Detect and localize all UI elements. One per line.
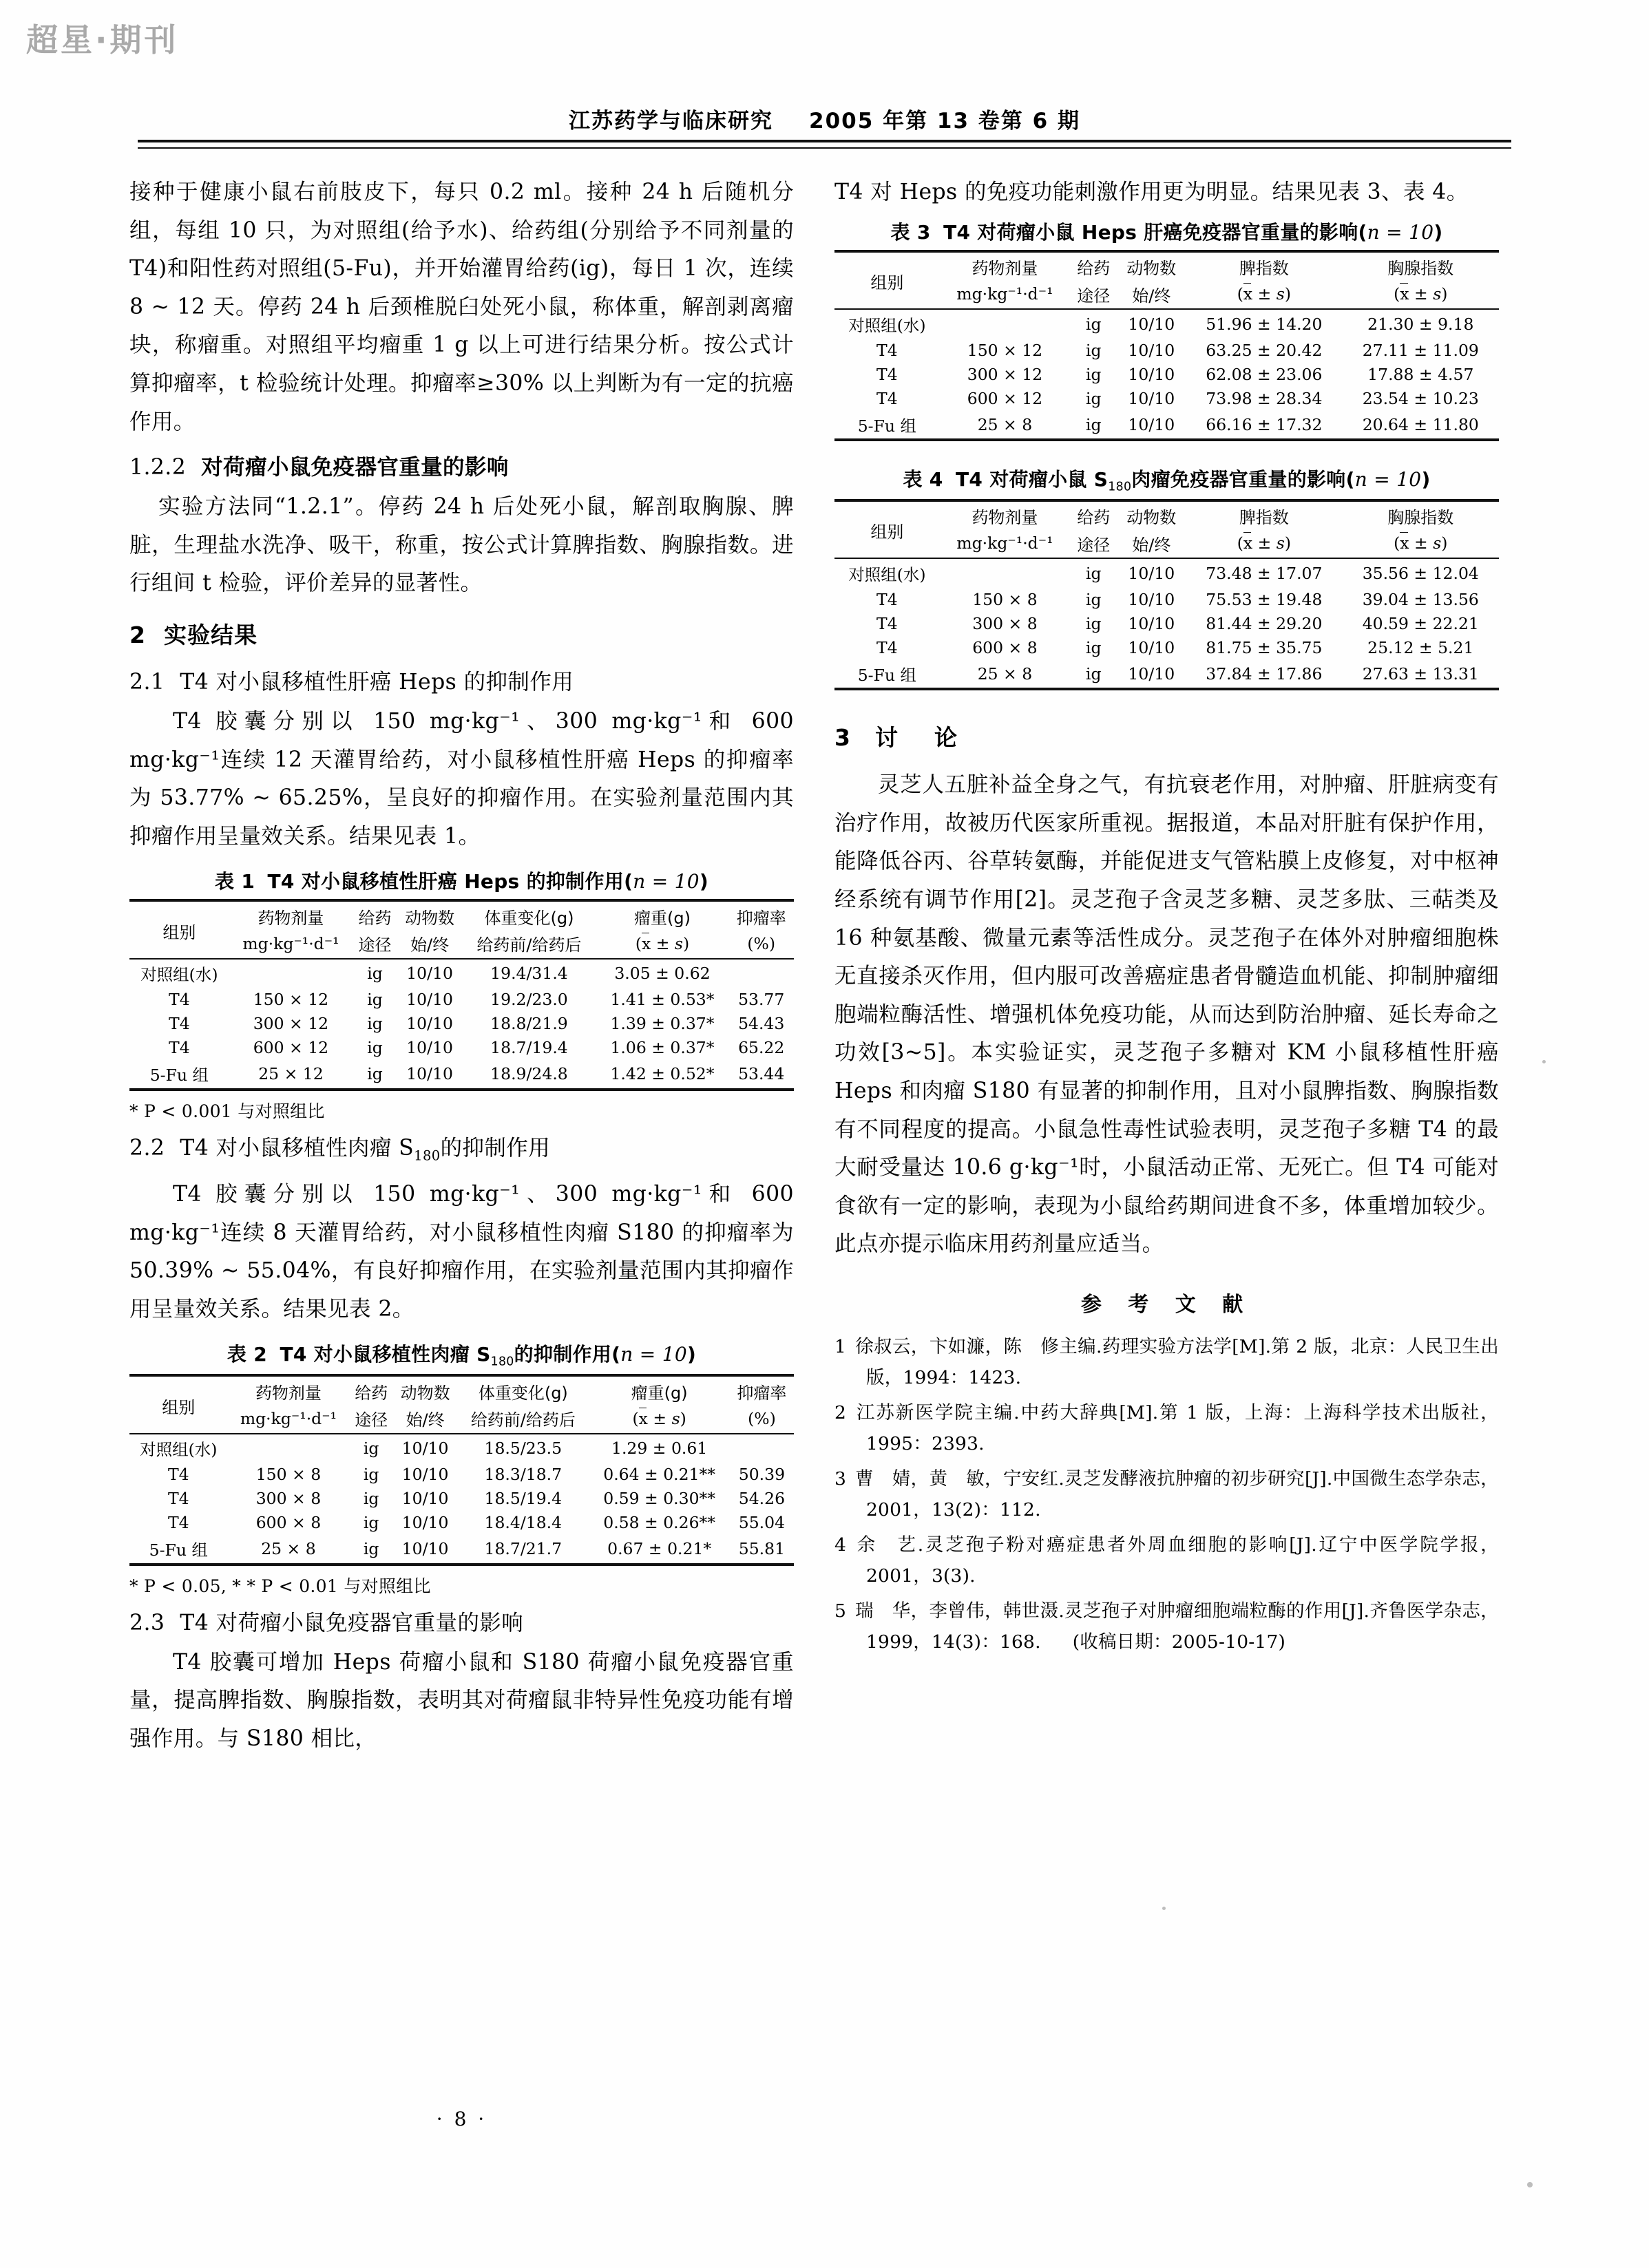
table-2-h2-rate: (%) [748,1408,776,1428]
table-cell-group: 5-Fu 组 [149,1066,209,1085]
section-title-2: 实验结果 [163,621,258,648]
table-1-h-route: 给药 [358,908,392,928]
table-3-h-spleen: 脾指数 [1239,259,1289,279]
table-4-caption-post: 肉瘤免疫器官重量的影响( [1131,468,1355,491]
table-2-h-weight: 体重变化(g) [478,1383,568,1403]
table-cell: 10/10 [1128,340,1175,360]
table-cell: 0.64 ± 0.21** [603,1465,716,1485]
table-2-h2-dose: mg·kg⁻¹·d⁻¹ [240,1408,337,1428]
table-cell: 19.4/31.4 [490,964,568,984]
reference-number: 1 [834,1335,847,1357]
section-heading-2 [129,618,794,653]
table-cell-group: T4 [876,364,898,384]
table-cell: 25 × 12 [258,1064,324,1084]
table-row [129,959,794,988]
table-4-h2-spleen: (x ± s) [1237,533,1292,553]
section-heading-2-1 [129,664,794,701]
table-cell: ig [363,1513,379,1533]
table-1-caption [129,867,794,894]
header-rule [138,140,1511,149]
table-row [834,338,1499,362]
table-4-h-dose: 药物剂量 [971,508,1038,528]
section-heading-3 [834,721,1499,755]
reference-item [834,1463,1499,1525]
table-cell: 10/10 [401,1539,449,1559]
received-date: (收稿日期：2005-10-17) [1072,1631,1286,1653]
table-3-h2-route: 途径 [1077,286,1111,306]
scan-speck [1542,1060,1546,1063]
table-1-h2-weight: 给药前/给药后 [476,935,582,955]
table-4-caption-sub: 180 [1108,480,1132,494]
table-cell: 10/10 [406,990,453,1010]
section-title-2-2-pre: T4 对小鼠移植性肉瘤 S [180,1135,414,1161]
table-cell-group: T4 [167,1489,189,1509]
table-1-label: 表 1 [214,870,255,893]
reference-item [834,1397,1499,1459]
table-1-h2-route: 途径 [358,935,392,955]
paragraph-1-2-2-body: 实验方法同“1.2.1”。停药 24 h 后处死小鼠，解剖取胸腺、脾脏，生理盐水洗净、吸干，称重，按公式计算脾指数、胸腺指数。进行组间 t 检验，评价差异的显著性。 [129,494,794,596]
table-cell: 18.7/19.4 [490,1038,568,1058]
table-1-header-row-1 [129,900,794,929]
table-3-h-animals: 动物数 [1126,259,1177,279]
table-cell: ig [1085,613,1102,633]
table-cell: ig [367,1038,383,1058]
table-cell-group: 对照组(水) [140,965,218,985]
table-cell: 19.2/23.0 [490,990,568,1010]
table-cell: 10/10 [1128,314,1175,334]
table-cell: 600 × 12 [967,388,1043,408]
table-cell: 18.4/18.4 [484,1513,563,1533]
table-cell: 81.75 ± 35.75 [1206,637,1323,657]
table-row [834,611,1499,635]
table-cell: 63.25 ± 20.42 [1206,340,1323,360]
table-row [834,410,1499,440]
table-2-h2-weight: 给药前/给药后 [470,1410,576,1430]
table-cell: 50.39 [738,1465,786,1485]
table-4-h2-thymus: (x ± s) [1394,533,1448,553]
table-cell: 54.26 [738,1489,786,1509]
table-2-h-tumor: 瘤重(g) [631,1383,688,1403]
table-cell-group: T4 [876,589,898,609]
table-cell-group: T4 [167,1513,189,1533]
table-cell: 150 × 12 [253,990,329,1010]
table-4-caption-tail: ) [1421,468,1431,491]
table-cell-group: 5-Fu 组 [857,665,917,685]
table-row [129,1434,794,1463]
table-cell: 10/10 [401,1489,449,1509]
table-3-h2-animals: 始/终 [1132,286,1171,306]
table-cell: 18.5/19.4 [484,1489,563,1509]
reference-text: 余 艺.灵芝孢子粉对癌症患者外周血细胞的影响[J].辽宁中医学院学报，2001，3(3). [855,1534,1499,1587]
table-cell: 18.9/24.8 [490,1064,568,1084]
section-title-2-1: T4 对小鼠移植性肝癌 Heps 的抑制作用 [180,669,574,695]
section-title: 对荷瘤小鼠免疫器官重量的影响 [201,454,509,480]
table-cell: 300 × 12 [967,364,1043,384]
table-3-caption [834,218,1499,245]
scan-speck [1162,1907,1166,1910]
table-cell: ig [367,990,383,1010]
reference-number: 3 [834,1467,847,1490]
section-number: 1.2.2 [129,455,187,480]
table-4-caption-n: n = 10 [1354,468,1422,491]
table-cell-group: T4 [167,1465,189,1485]
reference-text: 江苏新医学院主编.中药大辞典[M].第 1 版，上海：上海科学技术出版社，1995：2393. [855,1401,1499,1454]
table-cell: 1.06 ± 0.37* [610,1038,715,1058]
table-4-caption-pre: T4 对荷瘤小鼠 S [956,468,1109,491]
table-2-caption-sub: 180 [490,1355,514,1370]
section-number-2-3: 2.3 [129,1610,165,1635]
table-1-note: * P < 0.001 与对照组比 [129,1101,325,1121]
table-row [129,1511,794,1535]
table-4 [834,499,1499,691]
reference-item [834,1331,1499,1393]
table-cell: 25.12 ± 5.21 [1367,637,1474,657]
table-3-h2-thymus: (x ± s) [1394,284,1448,304]
table-row [129,1036,794,1060]
table-cell: ig [1085,664,1102,683]
table-cell: 300 × 8 [972,613,1038,633]
table-cell: ig [1085,340,1102,360]
table-3-header-row-1 [834,251,1499,280]
reference-number: 2 [834,1401,847,1423]
table-4-h-route: 给药 [1077,508,1111,528]
table-cell: 10/10 [401,1465,449,1485]
table-cell: 65.22 [738,1038,785,1058]
section-title-3: 讨 论 [874,724,964,752]
table-1-h-animals: 动物数 [405,908,455,928]
references-list [834,1331,1499,1657]
table-cell: 73.98 ± 28.34 [1206,388,1323,408]
table-3-h-thymus: 胸腺指数 [1387,259,1454,279]
table-2-body [129,1434,794,1565]
table-cell [728,959,794,988]
table-cell: 18.8/21.9 [490,1014,568,1034]
watermark-chaoxing: 超星·期刊 [26,21,179,59]
paragraph-discussion: 灵芝人五脏补益全身之气，有抗衰老作用，对肿瘤、肝脏病变有治疗作用，故被历代医家所重视。据报道，本品对肝脏有保护作用，能降低谷丙、谷草转氨酶，并能促进支气管粘膜上皮修复，对中枢神经系统有调节作用[2]。灵芝孢子含灵芝多糖、灵芝多肽、三萜类及 16 种氨基酸、微量元素等活性成分。灵芝孢子在体外对肿瘤细胞株无直接杀灭作用，但内服可改善癌症患者骨髓造血机能、抑制肿瘤细胞端粒酶活性、增强机体免疫功能，从而达到防治肿瘤、延长寿命之功效[3~5]。本实验证实，灵芝孢子多糖对 KM 小鼠移植性肝癌 Heps 和肉瘤 S180 有显著的抑制作用，且对小鼠脾指数、胸腺指数有不同程度的提高。小鼠急性毒性试验表明，灵芝孢子多糖 T4 的最大耐受量达 10.6 g·kg⁻¹时，小鼠活动正常、无死亡。但 T4 可能对食欲有一定的影响，表现为小鼠给药期间进食不多，体重增加较少。此点亦提示临床用药剂量应适当。 [834,772,1499,1257]
table-cell-group: 5-Fu 组 [857,416,917,436]
table-2-note: * P < 0.05, * * P < 0.01 与对照组比 [129,1576,431,1596]
table-2-h-animals: 动物数 [400,1383,450,1403]
table-cell: ig [1085,637,1102,657]
table-2-h-route: 给药 [355,1383,388,1403]
table-cell: 54.43 [738,1014,785,1034]
table-4-h-animals: 动物数 [1126,508,1177,528]
table-1-caption-n: n = 10 [633,870,700,893]
table-cell: 10/10 [406,1038,453,1058]
table-cell [730,1434,794,1463]
table-3-h-dose: 药物剂量 [971,259,1038,279]
section-number-2-1: 2.1 [129,669,165,695]
table-cell-group: 对照组(水) [140,1440,218,1460]
table-row [129,1487,794,1511]
table-cell: 39.04 ± 13.56 [1362,589,1479,609]
table-cell: 53.44 [738,1064,785,1084]
table-cell: 27.11 ± 11.09 [1362,340,1479,360]
table-cell [940,558,1070,587]
table-cell: 600 × 8 [972,637,1038,657]
table-cell: 10/10 [1128,563,1175,583]
table-row [129,1463,794,1487]
table-1-h2-rate: (%) [747,933,776,953]
table-cell: ig [1085,364,1102,384]
table-1-h2-dose: mg·kg⁻¹·d⁻¹ [242,933,339,953]
table-cell: 81.44 ± 29.20 [1206,613,1323,633]
table-cell: 40.59 ± 22.21 [1362,613,1479,633]
table-cell: ig [367,1064,383,1084]
table-1-body [129,959,794,1090]
table-cell: 3.05 ± 0.62 [614,964,711,984]
table-cell: 10/10 [401,1439,449,1459]
table-cell: 35.56 ± 12.04 [1362,563,1479,583]
table-cell-group: 5-Fu 组 [149,1540,208,1560]
table-cell-group: T4 [169,1014,190,1034]
table-cell: 0.59 ± 0.30** [603,1489,716,1509]
reference-number: 5 [834,1600,847,1622]
table-cell: ig [363,1539,379,1559]
table-cell: ig [367,964,383,984]
table-4-body [834,558,1499,689]
table-cell: 37.84 ± 17.86 [1206,664,1323,683]
table-cell: ig [1085,388,1102,408]
table-cell-group: 对照组(水) [848,315,926,335]
table-4-h2-route: 途径 [1077,535,1111,555]
table-cell: 10/10 [1128,664,1175,683]
table-4-h2-dose: mg·kg⁻¹·d⁻¹ [956,533,1053,553]
table-2-h-group: 组别 [162,1397,196,1417]
table-cell: ig [363,1489,379,1509]
table-cell: 53.77 [738,990,785,1010]
table-cell: 10/10 [406,964,453,984]
section-number-2: 2 [129,621,146,648]
table-cell: 300 × 8 [255,1489,322,1509]
reference-item [834,1596,1499,1657]
table-row [834,659,1499,689]
table-4-caption [834,465,1499,494]
table-cell: ig [363,1465,379,1485]
table-cell: 10/10 [1128,388,1175,408]
table-1-h2-animals: 始/终 [410,935,450,955]
section-number-2-2: 2.2 [129,1135,165,1161]
table-cell: 300 × 12 [253,1014,329,1034]
table-3-caption-n: n = 10 [1367,220,1434,244]
paragraph-2-1-body: T4 胶囊分别以 150 mg·kg⁻¹、300 mg·kg⁻¹和 600 mg·kg⁻¹连续 12 天灌胃给药，对小鼠移植性肝癌 Heps 的抑瘤率为 53.77% ~ 65.25%，呈良好的抑瘤作用。在实验剂量范围内其抑瘤作用呈量效关系。结果见表 1。 [129,708,794,849]
table-cell: ig [1085,314,1102,334]
table-cell-group: T4 [876,637,898,657]
table-1-h-group: 组别 [162,922,196,942]
table-4-h-spleen: 脾指数 [1239,508,1289,528]
paragraph-2-3-body: T4 胶囊可增加 Heps 荷瘤小鼠和 S180 荷瘤小鼠免疫器官重量，提高脾指数、胸腺指数，表明其对荷瘤鼠非特异性免疫功能有增强作用。与 S180 相比， [129,1649,794,1751]
table-cell: 10/10 [1128,589,1175,609]
page-number: · 8 · [436,2108,487,2130]
reference-number: 4 [834,1534,847,1556]
table-cell: 55.81 [738,1539,786,1559]
table-1-h2-tumor: (x ± s) [635,933,690,953]
table-3-h2-dose: mg·kg⁻¹·d⁻¹ [956,284,1053,304]
table-1-header-row-2 [129,929,794,959]
table-cell: 51.96 ± 14.20 [1206,314,1323,334]
table-row [834,635,1499,659]
table-1-h-weight: 体重变化(g) [484,908,574,928]
table-4-header-row-1 [834,500,1499,529]
section-title-2-3: T4 对荷瘤小鼠免疫器官重量的影响 [180,1610,524,1635]
table-cell: 10/10 [406,1014,453,1034]
table-3-label: 表 3 [890,220,931,244]
table-cell: 27.63 ± 13.31 [1362,664,1479,683]
table-2-h-rate: 抑瘤率 [737,1383,787,1403]
table-row [129,988,794,1012]
table-cell: 0.67 ± 0.21* [607,1539,712,1559]
reference-text: 瑞 华，李曾伟，韩世滠.灵芝孢子对肿瘤细胞端粒酶的作用[J].齐鲁医学杂志，1999，14(3)：168. [855,1600,1499,1653]
section-heading-1-2-2 [129,448,794,487]
table-cell: ig [1085,414,1102,434]
table-cell: 600 × 12 [253,1038,329,1058]
table-2-h2-animals: 始/终 [406,1410,445,1430]
table-2-caption-n: n = 10 [620,1343,687,1366]
table-cell-group: 对照组(水) [848,564,926,584]
table-2-header-row-2 [129,1404,794,1434]
paragraph-continued: 接种于健康小鼠右前肢皮下，每只 0.2 ml。接种 24 h 后随机分组，每组 10 只，为对照组(给予水)、给药组(分别给予不同剂量的 T4)和阳性药对照组(5-Fu)，并开始灌胃给药(ig)，每日 1 次，连续 8 ~ 12 天。停药 24 h 后颈椎脱臼处死小鼠，称体重，解剖剥离瘤块，称瘤重。对照组平均瘤重 1 g 以上可进行结果分析。按公式计算抑瘤率，t 检验统计处理。抑瘤率≥30% 以上判断为有一定的抗癌作用。 [129,180,794,434]
table-3 [834,250,1499,442]
running-head-journal: 江苏药学与临床研究 [569,109,774,134]
table-cell: 20.64 ± 11.80 [1362,414,1479,434]
reference-text: 徐叔云，卞如濂，陈 修主编.药理实验方法学[M].第 2 版，北京：人民卫生出版，1994：1423. [855,1335,1499,1388]
table-2-label: 表 2 [227,1343,268,1366]
table-cell: ig [363,1439,379,1459]
table-cell [228,1434,350,1463]
table-cell: 10/10 [401,1513,449,1533]
reference-item [834,1529,1499,1591]
table-cell: ig [1085,589,1102,609]
table-4-h-group: 组别 [870,522,904,542]
section-title-2-2-post: 的抑制作用 [440,1135,551,1161]
table-cell: 10/10 [1128,364,1175,384]
table-4-wrapper [834,465,1499,690]
paragraph-right-continued: T4 对 Heps 的免疫功能刺激作用更为明显。结果见表 3、表 4。 [834,180,1469,204]
right-column [834,173,1499,1662]
table-row [834,587,1499,611]
table-cell: 18.3/18.7 [484,1465,563,1485]
table-cell: ig [367,1014,383,1034]
scan-speck [1527,2182,1533,2187]
table-4-label: 表 4 [903,468,943,491]
section-heading-2-3 [129,1604,794,1642]
table-cell: 10/10 [406,1064,453,1084]
table-3-caption-tail: ) [1433,220,1443,244]
table-cell: 1.41 ± 0.53* [610,990,715,1010]
table-row [129,1535,794,1565]
table-cell: 150 × 8 [255,1465,322,1485]
paragraph-2-2-body: T4 胶囊分别以 150 mg·kg⁻¹、300 mg·kg⁻¹和 600 mg·kg⁻¹连续 8 天灌胃给药，对小鼠移植性肉瘤 S180 的抑瘤率为 50.39% ~ 55.04%，有良好抑瘤作用，在实验剂量范围内其抑瘤作用呈量效关系。结果见表 2。 [129,1182,794,1322]
table-1 [129,899,794,1091]
table-1-caption-tail: ) [699,870,709,893]
left-column [129,173,794,1758]
table-cell: 1.29 ± 0.61 [611,1439,708,1459]
table-2-h2-route: 途径 [355,1410,388,1430]
table-2-h2-tumor: (x ± s) [632,1408,686,1428]
table-cell: 23.54 ± 10.23 [1362,388,1479,408]
table-cell [940,309,1070,338]
table-row [834,386,1499,410]
table-cell: 10/10 [1128,613,1175,633]
table-cell: 1.39 ± 0.37* [610,1014,715,1034]
table-1-h-tumor: 瘤重(g) [633,908,691,928]
table-cell: 18.5/23.5 [484,1439,563,1459]
table-cell: 25 × 8 [977,414,1033,434]
table-1-wrapper [129,867,794,1123]
table-2-caption-pre: T4 对小鼠移植性肉瘤 S [280,1343,491,1366]
table-cell: 66.16 ± 17.32 [1206,414,1323,434]
table-cell: 150 × 8 [972,589,1038,609]
table-3-h-route: 给药 [1077,259,1111,279]
section-heading-2-2 [129,1130,794,1174]
table-cell-group: T4 [876,388,898,408]
table-cell: 10/10 [1128,637,1175,657]
table-cell-group: T4 [169,990,190,1010]
table-3-h-group: 组别 [870,273,904,293]
table-3-h2-spleen: (x ± s) [1237,284,1292,304]
table-1-caption-text: T4 对小鼠移植性肝癌 Heps 的抑制作用( [267,870,633,893]
table-2-header-row-1 [129,1375,794,1404]
section-title-2-2-sub: 180 [414,1147,441,1164]
table-row [129,1012,794,1036]
table-cell-group: T4 [876,340,898,360]
table-cell: ig [1085,563,1102,583]
table-2-wrapper [129,1339,794,1597]
table-2-caption [129,1339,794,1369]
table-cell: 21.30 ± 9.18 [1367,314,1474,334]
table-cell [229,959,353,988]
table-cell: 75.53 ± 19.48 [1206,589,1323,609]
table-row [129,1060,794,1090]
table-cell: 25 × 8 [261,1539,316,1559]
table-cell: 18.7/21.7 [484,1539,563,1559]
table-4-h2-animals: 始/终 [1132,535,1171,555]
table-cell-group: T4 [169,1038,190,1058]
table-3-wrapper [834,218,1499,442]
table-3-caption-text: T4 对荷瘤小鼠 Heps 肝癌免疫器官重量的影响( [943,220,1367,244]
table-row [834,362,1499,386]
running-head [138,103,1511,134]
table-cell-group: T4 [876,613,898,633]
table-3-body [834,309,1499,440]
section-number-3: 3 [834,724,857,752]
table-2-h-dose: 药物剂量 [255,1383,322,1403]
reference-text: 曹 婧，黄 敏，宁安红.灵芝发酵液抗肿瘤的初步研究[J].中国微生态学杂志，2001，13(2)：112. [855,1467,1499,1520]
table-cell: 600 × 8 [255,1513,322,1533]
table-4-h-thymus: 胸腺指数 [1387,508,1454,528]
table-row [834,309,1499,338]
table-cell: 17.88 ± 4.57 [1367,364,1474,384]
table-cell: 73.48 ± 17.07 [1206,563,1323,583]
references-heading: 参 考 文 献 [1080,1292,1253,1317]
table-cell: 0.58 ± 0.26** [603,1513,716,1533]
table-2-caption-post: 的抑制作用( [514,1343,621,1366]
table-cell: 150 × 12 [967,340,1043,360]
table-row [834,558,1499,587]
table-cell: 55.04 [738,1513,786,1533]
table-cell: 62.08 ± 23.06 [1206,364,1323,384]
table-cell: 1.42 ± 0.52* [610,1064,715,1084]
table-cell: 25 × 8 [977,664,1033,683]
running-head-volume: 2005 年第 13 卷第 6 期 [809,109,1080,134]
table-2 [129,1374,794,1566]
table-cell: 10/10 [1128,414,1175,434]
table-2-caption-tail: ) [686,1343,697,1366]
table-1-h-dose: 药物剂量 [258,908,324,928]
table-1-h-rate: 抑瘤率 [736,908,786,928]
